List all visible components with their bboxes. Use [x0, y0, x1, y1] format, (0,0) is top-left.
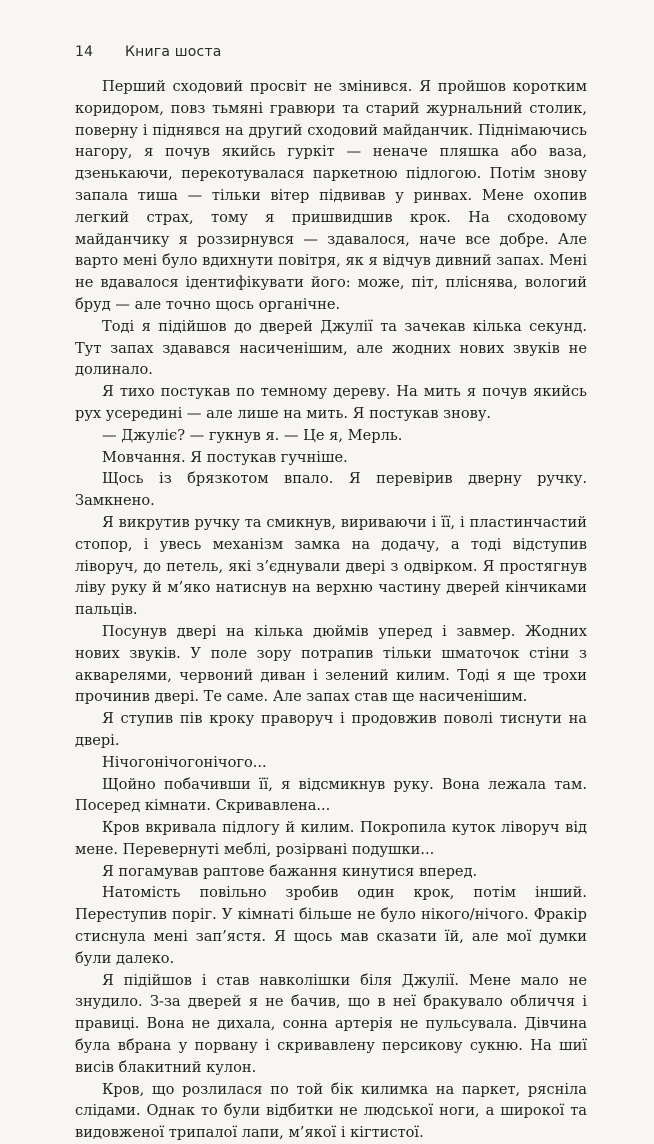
- paragraph: Тоді я підійшов до дверей Джулії та зачекав кілька секунд. Тут запах здавався насиченішим, але жодних нових звуків не долинало.: [75, 317, 587, 379]
- paragraph: Нічогонічогонічого...: [102, 753, 267, 771]
- paragraph: Щойно побачивши її, я відсмикнув руку. Вона лежала там. Посеред кімнати. Скривавлена...: [75, 775, 587, 815]
- paragraph: Я викрутив ручку та смикнув, вириваючи і її, і пластинчастий стопор, і увесь механізм замка на додачу, а тоді відступив ліворуч, до петель, які з’єднували двері з одвірком. Я простягнув ліву руку й м’яко натиснув на верхню частину дверей кінчиками пальців.: [75, 513, 587, 619]
- paragraph: Я погамував раптове бажання кинутися вперед.: [102, 862, 478, 880]
- paragraph: — Джуліє? — гукнув я. — Це я, Мерль.: [102, 426, 403, 444]
- page-number: 14: [75, 44, 94, 60]
- paragraph: Кров, що розлилася по той бік килимка на паркет, рясніла слідами. Однак то були відбитки не людської ноги, а широкої та видовженої трипалої лапи, м’якої і кігтистої.: [75, 1080, 587, 1142]
- paragraph: Перший сходовий просвіт не змінився. Я пройшов коротким коридором, повз тьмяні гравюри та старий журнальний столик, поверну і піднявся на другий сходовий майданчик. Піднімаючись нагору, я почув якийсь гуркіт — неначе пляшка або ваза, дзенькаючи, перекотувалася паркетною підлогою. Потім знову запала тиша — тільки вітер підвивав у ринвах. Мене охопив легкий страх, тому я пришвидшив крок. На сходовому майданчику я роззирнувся — здавалося, наче все добре. Але варто мені було вдихнути повітря, як я відчув дивний запах. Мені не вдавалося ідентифікувати його: може, піт, пліснява, вологий бруд — але точно щось органічне.: [75, 78, 587, 313]
- paragraph: Я тихо постукав по темному дереву. На мить я почув якийсь рух усередині — але лише на мить. Я постукав знову.: [75, 383, 587, 422]
- section-title: Книга шоста: [125, 44, 222, 60]
- paragraph: Мовчання. Я постукав гучніше.: [102, 448, 348, 466]
- paragraph: Я ступив пів кроку праворуч і продовжив поволі тиснути на двері.: [75, 710, 587, 749]
- paragraph: Я підійшов і став навколішки біля Джулії. Мене мало не знудило. З-за дверей я не бачив, що в неї бракувало обличчя і правиці. Вона не дихала, сонна артерія не пульсувала. Дівчина була вбрана у порвану і скривавлену персикову сукню. На шиї висів блакитний кулон.: [75, 971, 587, 1076]
- paragraph: Натомість повільно зробив один крок, потім інший. Переступив поріг. У кімнаті більше не було нікого/нічого. Фракір стиснула мені зап’ястя. Я щось мав сказати їй, але мої думки були далеко.: [75, 884, 587, 967]
- paragraph: Кров вкривала підлогу й килим. Покропила куток ліворуч від мене. Перевернуті меблі, розірвані подушки...: [75, 819, 587, 858]
- paragraph: Посунув двері на кілька дюймів уперед і завмер. Жодних нових звуків. У поле зору потрапив тільки шматочок стіни з акварелями, червоний диван і зелений килим. Тоді я ще трохи прочинив двері. Те саме. Але запах став ще насиченішим.: [75, 622, 587, 706]
- running-head: [75, 44, 222, 60]
- body-text: [75, 76, 587, 1144]
- paragraph: Щось із брязкотом впало. Я перевірив дверну ручку. Замкнено.: [75, 470, 587, 510]
